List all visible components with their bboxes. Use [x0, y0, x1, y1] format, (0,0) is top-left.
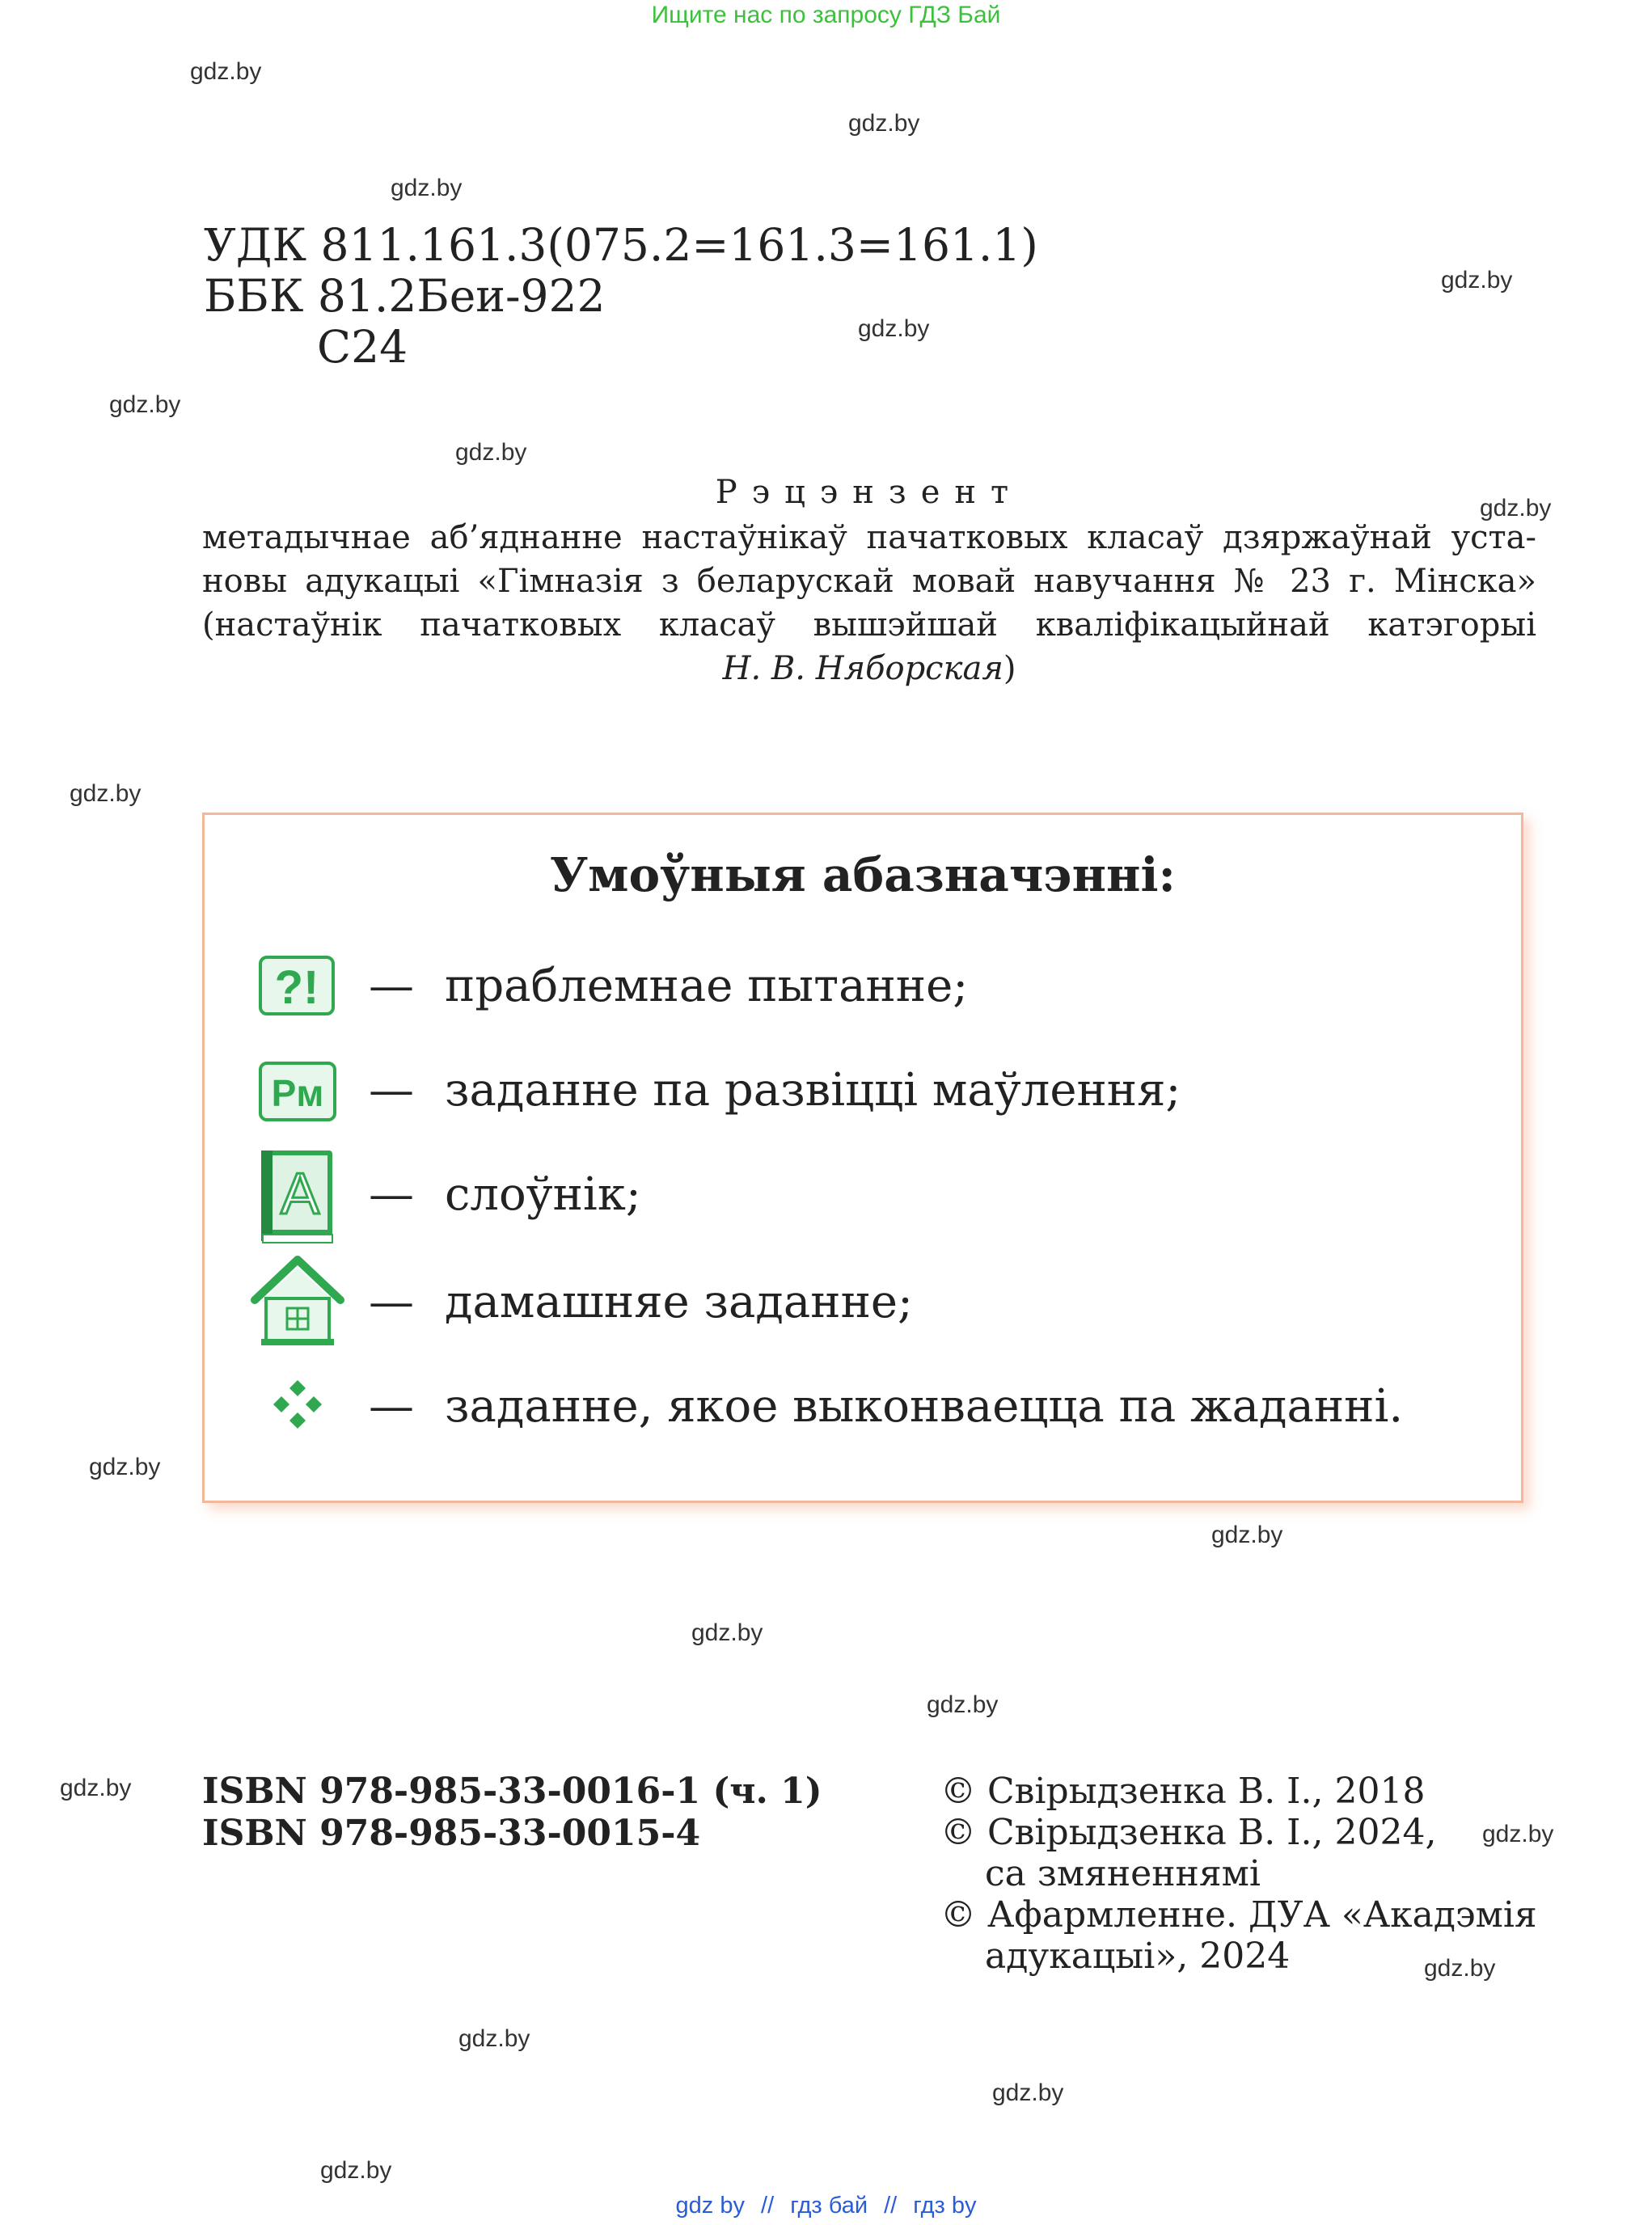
speech-development-icon — [253, 1051, 342, 1140]
reviewer-name: Н. В. Няборская — [722, 650, 1003, 687]
watermark: gdz.by — [70, 780, 142, 807]
legend-item — [205, 1367, 1521, 1456]
udk-code: УДК 811.161.3(075.2=161.3=161.1) — [204, 219, 1038, 271]
reviewer-block — [202, 471, 1536, 690]
legend-title: Умоўныя абазначэнні: — [550, 847, 1176, 902]
optional-diamonds-icon — [253, 1367, 342, 1456]
bbk-code: ББК 81.2Беи-922 — [204, 270, 606, 322]
watermark: gdz.by — [1480, 495, 1552, 521]
reviewer-heading: Рэцэнзент — [715, 474, 1024, 511]
icon-label: Рм — [271, 1072, 324, 1114]
watermark: gdz.by — [320, 2157, 392, 2184]
legend-dash: — — [369, 1380, 414, 1433]
watermark: gdz.by — [391, 175, 463, 201]
isbn-line: ISBN 978-985-33-0016-1 (ч. 1) — [202, 1771, 822, 1812]
copyright-line: © Свірыдзенка В. І., 2018 — [940, 1771, 1426, 1812]
watermark: gdz.by — [1424, 1955, 1496, 1982]
legend-item — [205, 1155, 1521, 1244]
reviewer-line: метадычнае аб’яднанне настаўнікаў пачатковых класаў дзяржаўнай уста- — [202, 519, 1536, 556]
icon-label: ?! — [274, 961, 319, 1014]
watermark: gdz.by — [1482, 1821, 1554, 1847]
watermark: gdz.by — [1211, 1522, 1283, 1548]
watermark: gdz.by — [691, 1619, 763, 1646]
reviewer-name-line — [202, 647, 1536, 690]
copyright-block — [940, 1771, 1537, 1977]
icon-label: А — [280, 1162, 320, 1226]
legend-text: заданне, якое выконваецца па жаданні. — [445, 1380, 1404, 1433]
bottom-banner — [0, 2193, 1652, 2219]
dictionary-book-icon — [253, 1155, 342, 1244]
top-banner[interactable]: Ищите нас по запросу ГДЗ Бай — [651, 2, 1001, 28]
legend-dash: — — [369, 960, 414, 1012]
watermark: gdz.by — [190, 58, 262, 85]
reviewer-line: новы адукацыі «Гімназія з беларускай мовай навучання № 23 г. Мінска» — [202, 563, 1536, 600]
legend-dash: — — [369, 1168, 414, 1221]
reviewer-line: (настаўнік пачатковых класаў вышэйшай кваліфікацыйнай катэгорыі — [202, 606, 1536, 644]
reviewer-close: ) — [1003, 650, 1016, 687]
legend-text: дамашняе заданне; — [445, 1276, 913, 1328]
legend-text: праблемнае пытанне; — [445, 960, 969, 1012]
question-exclamation-icon — [253, 947, 342, 1036]
copyright-line: © Афармленне. ДУА «Акадэмія — [940, 1894, 1537, 1936]
watermark: gdz.by — [109, 391, 181, 418]
legend-text: заданне па развіцці маўлення; — [445, 1064, 1181, 1117]
isbn-line: ISBN 978-985-33-0015-4 — [202, 1813, 701, 1854]
watermark: gdz.by — [60, 1775, 132, 1801]
copyright-line: © Свірыдзенка В. І., 2024, — [940, 1812, 1437, 1853]
watermark: gdz.by — [1441, 267, 1513, 293]
watermark: gdz.by — [455, 439, 527, 466]
legend-item — [205, 1263, 1521, 1352]
bottom-link[interactable]: гдз бай — [790, 2193, 868, 2219]
watermark: gdz.by — [848, 110, 920, 137]
classification-codes — [204, 220, 1038, 373]
isbn-block — [202, 1771, 822, 1855]
home-icon — [253, 1263, 342, 1352]
author-mark: С24 — [317, 321, 408, 373]
copyright-line: са змяненнямі — [985, 1853, 1261, 1894]
bottom-separator: // — [884, 2193, 898, 2219]
bottom-link[interactable]: gdz by — [675, 2193, 745, 2219]
copyright-line: адукацыі», 2024 — [985, 1936, 1291, 1977]
watermark: gdz.by — [992, 2079, 1064, 2106]
watermark: gdz.by — [927, 1691, 999, 1718]
bottom-separator: // — [761, 2193, 775, 2219]
legend-item — [205, 1051, 1521, 1140]
watermark: gdz.by — [89, 1454, 161, 1480]
legend-dash: — — [369, 1064, 414, 1117]
bottom-link[interactable]: гдз by — [913, 2193, 977, 2219]
legend-box — [202, 813, 1523, 1503]
legend-dash: — — [369, 1276, 414, 1328]
legend-text: слоўнік; — [445, 1168, 641, 1221]
watermark: gdz.by — [858, 315, 930, 342]
watermark: gdz.by — [458, 2025, 530, 2052]
legend-item — [205, 947, 1521, 1036]
